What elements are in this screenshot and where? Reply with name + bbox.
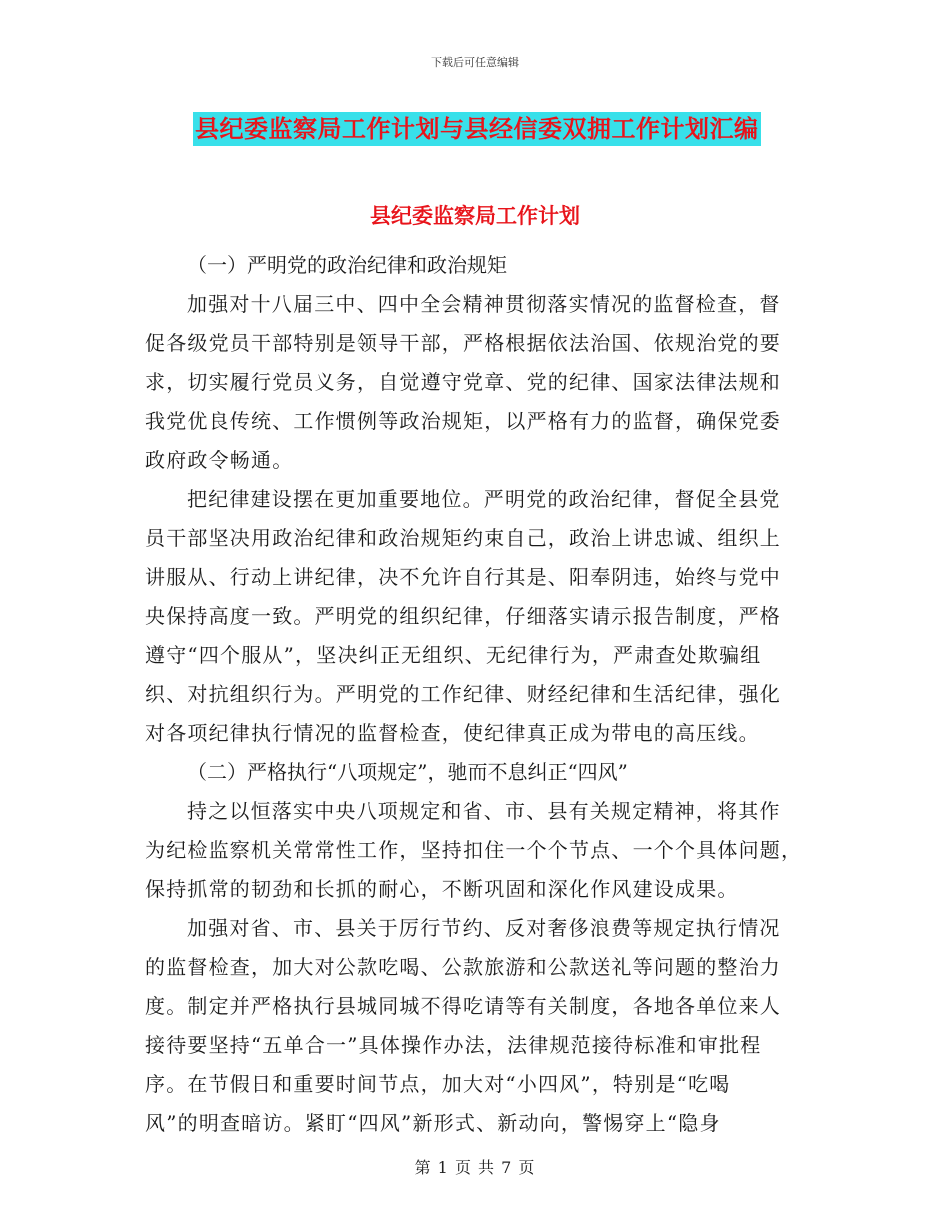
text-line: 我党优良传统、工作惯例等政治规矩，以严格有力的监督，确保党委 — [145, 409, 781, 433]
text-line: 加强对十八届三中、四中全会精神贯彻落实情况的监督检查，督 — [187, 292, 781, 316]
paragraph — [145, 909, 810, 1143]
text-line: 为纪检监察机关常常性工作，坚持扣住一个个节点、一个个具体问题， — [145, 838, 803, 862]
text-line: 求，切实履行党员义务，自觉遵守党章、党的纪律、国家法律法规和 — [145, 370, 781, 394]
text-line: 遵守“四个服从”，坚决纠正无组织、无纪律行为，严肃查处欺骗组 — [145, 643, 762, 667]
text-line: 把纪律建设摆在更加重要地位。严明党的政治纪律，督促全县党 — [187, 487, 781, 511]
section-heading: （二）严格执行“八项规定”，驰而不息纠正“四风” — [187, 760, 628, 784]
paragraph — [145, 792, 810, 909]
text-line: 度。制定并严格执行县城同城不得吃请等有关制度，各地各单位来人 — [145, 994, 781, 1018]
text-line: 织、对抗组织行为。严明党的工作纪律、财经纪律和生活纪律，强化 — [145, 682, 781, 706]
document-title: 县纪委监察局工作计划与县经信委双拥工作计划汇编 — [193, 112, 761, 146]
header-note: 下载后可任意编辑 — [431, 56, 519, 69]
paragraph — [145, 285, 810, 480]
text-line: 政府政令畅通。 — [145, 448, 294, 472]
text-line: 加强对省、市、县关于厉行节约、反对奢侈浪费等规定执行情况 — [187, 916, 781, 940]
text-line: 讲服从、行动上讲纪律，决不允许自行其是、阳奉阴违，始终与党中 — [145, 565, 781, 589]
text-line: 风”的明查暗访。紧盯“四风”新形式、新动向，警惕穿上“隐身 — [145, 1111, 721, 1135]
text-line: 员干部坚决用政治纪律和政治规矩约束自己，政治上讲忠诚、组织上 — [145, 526, 781, 550]
text-line: 促各级党员干部特别是领导干部，严格根据依法治国、依规治党的要 — [145, 331, 781, 355]
text-line: 央保持高度一致。严明党的组织纪律，仔细落实请示报告制度，严格 — [145, 604, 781, 628]
text-line: 对各项纪律执行情况的监督检查，使纪律真正成为带电的高压线。 — [145, 721, 760, 745]
text-line: 持之以恒落实中央八项规定和省、市、县有关规定精神，将其作 — [187, 799, 781, 823]
text-line: 的监督检查，加大对公款吃喝、公款旅游和公款送礼等问题的整治力 — [145, 955, 781, 979]
text-line: 接待要坚持“五单合一”具体操作办法，法律规范接待标准和审批程 — [145, 1033, 762, 1057]
paragraph — [145, 480, 810, 753]
section-heading: （一）严明党的政治纪律和政治规矩 — [187, 253, 507, 277]
document-body — [145, 246, 810, 1143]
text-line: 保持抓常的韧劲和长抓的耐心，不断巩固和深化作风建设成果。 — [145, 877, 739, 901]
section-title: 县纪委监察局工作计划 — [370, 204, 580, 228]
text-line: 序。在节假日和重要时间节点，加大对“小四风”，特别是“吃喝 — [145, 1072, 731, 1096]
page-number: 第 1 页 共 7 页 — [414, 1158, 536, 1177]
